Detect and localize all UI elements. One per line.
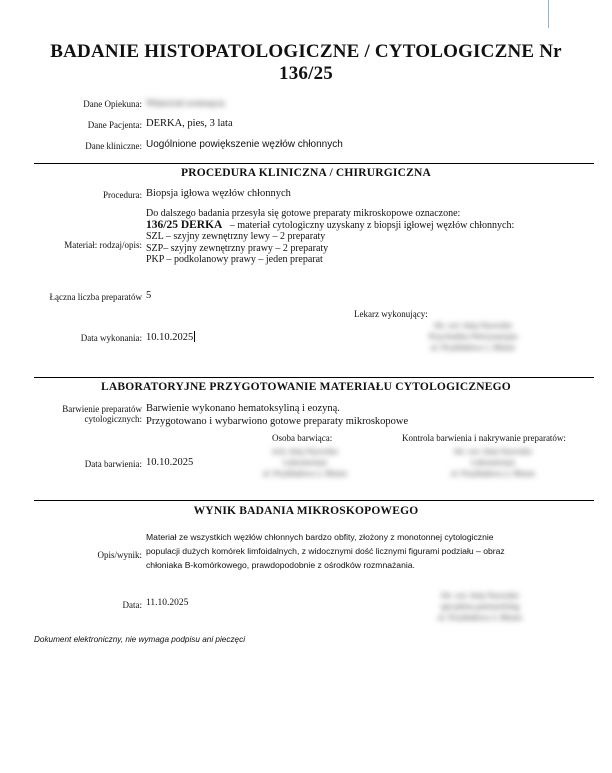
section-divider bbox=[34, 163, 594, 164]
result-description bbox=[146, 530, 505, 572]
stamp-line: lek. wet. Imię Nazwisko bbox=[454, 447, 532, 456]
section-heading-procedure: PROCEDURA KLINICZNA / CHIRURGICZNA bbox=[181, 167, 431, 179]
section-divider bbox=[34, 500, 594, 501]
footer-note: Dokument elektroniczny, nie wymaga podpisu ani pieczęci bbox=[34, 635, 246, 644]
clinical-label: Dane kliniczne: bbox=[85, 141, 142, 151]
clinical-value: Uogólnione powiększenie węzłów chłonnych bbox=[146, 139, 343, 150]
slide-count-label: Łączna liczba preparatów bbox=[49, 292, 142, 302]
stamp-line: ul. Przykładowa 1, Miasto bbox=[430, 343, 516, 352]
staining-control-stamp-blurred bbox=[428, 446, 558, 479]
stamp-line: ul. Przykładowa 3, Miasto bbox=[437, 613, 523, 622]
doctor-stamp-blurred bbox=[408, 320, 538, 353]
patient-value: DERKA, pies, 3 lata bbox=[146, 118, 233, 129]
window-edge-line bbox=[548, 0, 549, 28]
material-line: SZP– szyjny zewnętrzny prawy – 2 preparaty bbox=[146, 242, 329, 254]
owner-label: Dane Opiekuna: bbox=[83, 99, 142, 109]
owner-value-blurred: Właściciel zwierzęcia bbox=[146, 98, 225, 108]
result-date-value: 11.10.2025 bbox=[146, 598, 189, 608]
doctor-label: Lekarz wykonujący: bbox=[354, 309, 428, 319]
material-line: – materiał cytologiczny uzyskany z biopsji igłowej węzłów chłonnych: bbox=[229, 219, 515, 231]
stamp-line: Przychodnia Weterynaryjna bbox=[428, 332, 518, 341]
pathologist-stamp-blurred bbox=[405, 590, 555, 623]
text-cursor bbox=[194, 331, 195, 342]
stain-line: Barwienie wykonano hematoksyliną i eozyną. bbox=[146, 403, 340, 414]
material-line: SZL – szyjny zewnętrzny lewy – 2 preparaty bbox=[146, 231, 326, 242]
result-line: populacji dużych komórek limfoidalnych, z widocznymi dość licznymi figurami podziału – obraz bbox=[146, 546, 505, 556]
patient-label: Dane Pacjenta: bbox=[87, 120, 142, 130]
stamp-line: lek. wet. Imię Nazwisko bbox=[441, 591, 519, 600]
material-line: PKP – podkolanowy prawy – jeden preparat bbox=[146, 254, 323, 265]
section-heading-result: WYNIK BADANIA MIKROSKOPOWEGO bbox=[193, 505, 419, 517]
staining-person-stamp-blurred bbox=[240, 446, 370, 479]
material-description bbox=[146, 208, 514, 266]
slide-count-value: 5 bbox=[146, 290, 152, 301]
procedure-label: Procedura: bbox=[103, 190, 142, 200]
staining-person-label: Osoba barwiąca: bbox=[272, 433, 333, 443]
document-title: BADANIE HISTOPATOLOGICZNE / CYTOLOGICZNE Nr bbox=[50, 41, 562, 62]
stamp-line: specjalista patomorfolog bbox=[440, 602, 520, 611]
staining-date-value: 10.10.2025 bbox=[146, 457, 194, 468]
material-bold-id: 136/25 DERKA bbox=[146, 218, 223, 231]
procedure-date-field[interactable] bbox=[146, 331, 195, 343]
material-line: Do dalszego badania przesyła się gotowe preparaty mikroskopowe oznaczone: bbox=[146, 208, 461, 219]
procedure-date-label: Data wykonania: bbox=[80, 333, 142, 343]
result-line: chłoniaka B-komórkowego, prawdopodobnie z ośrodków rozmnażania. bbox=[146, 560, 415, 570]
stain-label-line2: cytologicznych: bbox=[84, 414, 142, 424]
document-number: 136/25 bbox=[279, 63, 333, 84]
stain-label-line1: Barwienie preparatów bbox=[62, 404, 142, 414]
stamp-line: ul. Przykładowa 2, Miasto bbox=[262, 469, 348, 478]
stamp-line: Laboratorium bbox=[471, 458, 515, 467]
staining-date-label: Data barwienia: bbox=[84, 459, 142, 469]
result-label: Opis/wynik: bbox=[97, 550, 142, 560]
material-label: Materiał: rodzaj/opis: bbox=[64, 240, 142, 250]
section-heading-lab: LABORATORYJNE PRZYGOTOWANIE MATERIAŁU CYTOLOGICZNEGO bbox=[101, 381, 511, 393]
stain-line: Przygotowano i wybarwiono gotowe preparaty mikroskopowe bbox=[146, 416, 409, 427]
staining-control-label: Kontrola barwienia i nakrywanie preparatów: bbox=[402, 433, 566, 443]
procedure-date-value: 10.10.2025 bbox=[146, 332, 194, 343]
stamp-line: tech. Imię Nazwisko bbox=[272, 447, 338, 456]
result-line: Materiał ze wszystkich węzłów chłonnych bardzo obfity, złożony z monotonnej cytologicznie bbox=[146, 532, 494, 542]
section-divider bbox=[34, 377, 594, 378]
stamp-line: lek. wet. Imię Nazwisko bbox=[434, 321, 512, 330]
stamp-line: ul. Przykładowa 2, Miasto bbox=[450, 469, 536, 478]
result-date-label: Data: bbox=[122, 600, 142, 610]
procedure-value: Biopsja igłowa węzłów chłonnych bbox=[146, 188, 291, 199]
stamp-line: Laboratorium bbox=[283, 458, 327, 467]
material-line bbox=[146, 220, 514, 232]
